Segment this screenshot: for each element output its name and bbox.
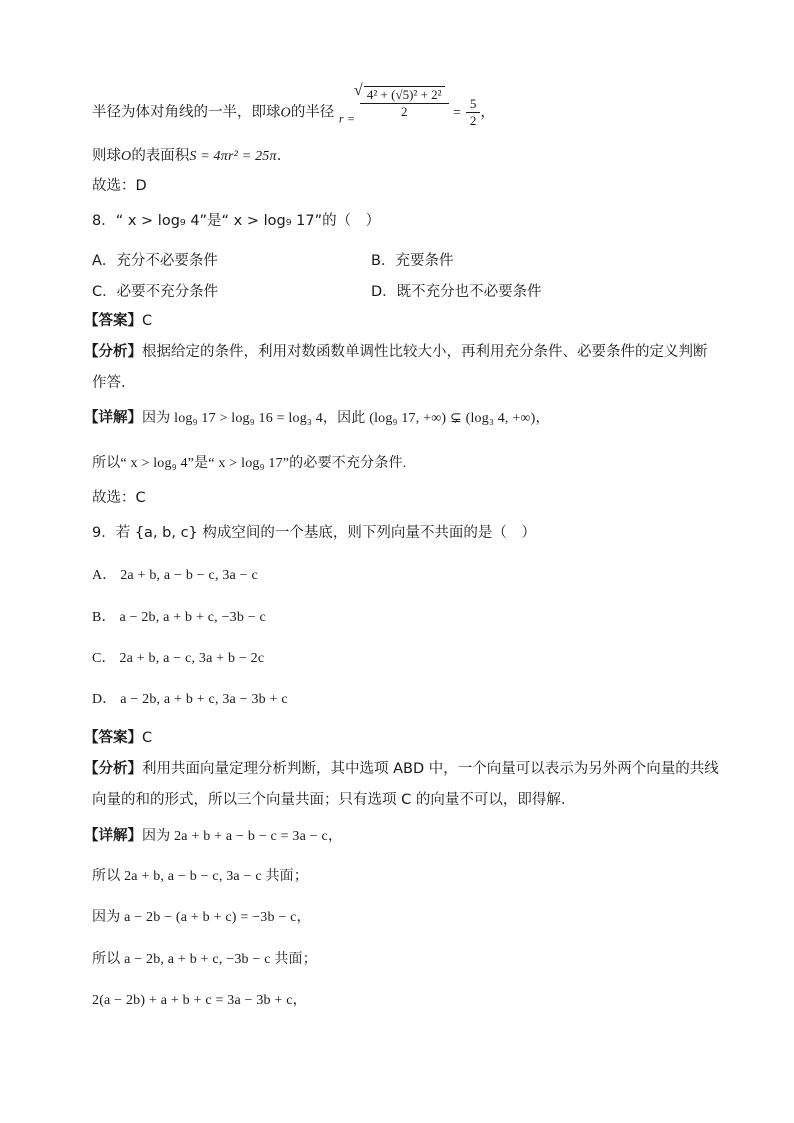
q9-detail-1 xyxy=(84,826,342,847)
q8-stem: 8．“ x > log₉ 4”是“ x > log₉ 17”的（ ） xyxy=(92,213,381,229)
q8-detail-2: 所以“ x > log₉ 4”是“ x > log₉ 17”的必要不充分条件. xyxy=(92,456,407,471)
answer-tag: 【答案】 xyxy=(84,730,142,746)
q9-option-b: B． a − 2b, a + b + c, −3b − c xyxy=(92,610,266,625)
q9-option-a: A． 2a + b, a − b − c, 3a − c xyxy=(92,568,258,583)
q8-option-c: C．必要不充分条件 xyxy=(92,284,219,300)
surface-end: . xyxy=(276,148,282,164)
surface-mid: 的表面积 xyxy=(131,148,190,164)
q9-answer xyxy=(84,728,152,748)
radius-fraction xyxy=(360,86,449,120)
radius-radicand: √ 4² + (√5)² + 2² xyxy=(364,86,445,103)
radius-mid: 的半径 xyxy=(290,104,335,121)
answer-value: C xyxy=(142,313,153,329)
detail-tag: 【详解】 xyxy=(84,828,142,844)
detail-tag: 【详解】 xyxy=(84,410,142,426)
radius-result xyxy=(466,96,481,129)
analysis-text: 根据给定的条件，利用对数函数单调性比较大小，再利用充分条件、必要条件的定义判断 xyxy=(142,344,708,360)
radius-numerator xyxy=(360,86,449,104)
equals-sign: = xyxy=(453,105,462,121)
analysis-tag: 【分析】 xyxy=(84,344,142,360)
radius-end: ， xyxy=(480,104,495,121)
sphere-o: O xyxy=(280,105,291,121)
q9-detail-2: 所以 2a + b, a − b − c, 3a − c 共面； xyxy=(92,869,309,884)
q9-detail-3: 因为 a − 2b − (a + b + c) = −3b − c， xyxy=(92,910,311,925)
q8-option-d: D．既不充分也不必要条件 xyxy=(371,284,542,300)
q8-option-b: B．充要条件 xyxy=(371,253,454,269)
q8-analysis-2: 作答. xyxy=(92,375,126,391)
q8-analysis-1 xyxy=(84,342,708,362)
q9-detail-5: 2(a − 2b) + a + b + c = 3a − 3b + c， xyxy=(92,993,307,1008)
sphere-o-2: O xyxy=(121,149,132,164)
q9-analysis-1 xyxy=(84,759,719,779)
q8-detail-1 xyxy=(84,408,550,429)
q9-stem: 9．若 {a, b, c} 构成空间的一个基底，则下列向量不共面的是（ ） xyxy=(92,525,536,541)
analysis-tag: 【分析】 xyxy=(84,761,142,777)
detail-text: 因为 2a + b + a − b − c = 3a − c， xyxy=(142,829,343,844)
choose-d: 故选：D xyxy=(92,178,147,194)
q9-option-d: D． a − 2b, a + b + c, 3a − 3b + c xyxy=(92,692,288,707)
q8-choose: 故选：C xyxy=(92,490,146,506)
q9-analysis-2: 向量的和的形式，所以三个向量共面；只有选项 C 的向量不可以，即得解. xyxy=(92,792,566,808)
surface-area-line xyxy=(92,146,281,167)
q9-option-c: C． 2a + b, a − c, 3a + b − 2c xyxy=(92,651,265,666)
detail-text: 因为 log₉ 17 > log₉ 16 = log₃ 4，因此 (log₉ 17, +∞) ⊊ (log₃ 4, +∞)， xyxy=(142,411,550,426)
q8-option-a: A．充分不必要条件 xyxy=(92,253,218,269)
q8-answer xyxy=(84,311,152,331)
radius-text: 半径为体对角线的一半，即球 xyxy=(92,104,281,121)
radius-denominator: 2 xyxy=(400,103,408,119)
radius-line xyxy=(92,86,495,135)
radius-symbol: r = xyxy=(338,111,356,126)
answer-value: C xyxy=(142,730,153,746)
analysis-text: 利用共面向量定理分析判断，其中选项 ABD 中，一个向量可以表示为另外两个向量的共线 xyxy=(142,761,719,777)
answer-tag: 【答案】 xyxy=(84,313,142,329)
surface-formula: S = 4πr² = 25π xyxy=(189,149,277,164)
surface-prefix: 则球 xyxy=(92,148,121,164)
result-denominator: 2 xyxy=(469,113,477,128)
q9-detail-4: 所以 a − 2b, a + b + c, −3b − c 共面； xyxy=(92,952,317,967)
result-numerator: 5 xyxy=(466,96,481,113)
